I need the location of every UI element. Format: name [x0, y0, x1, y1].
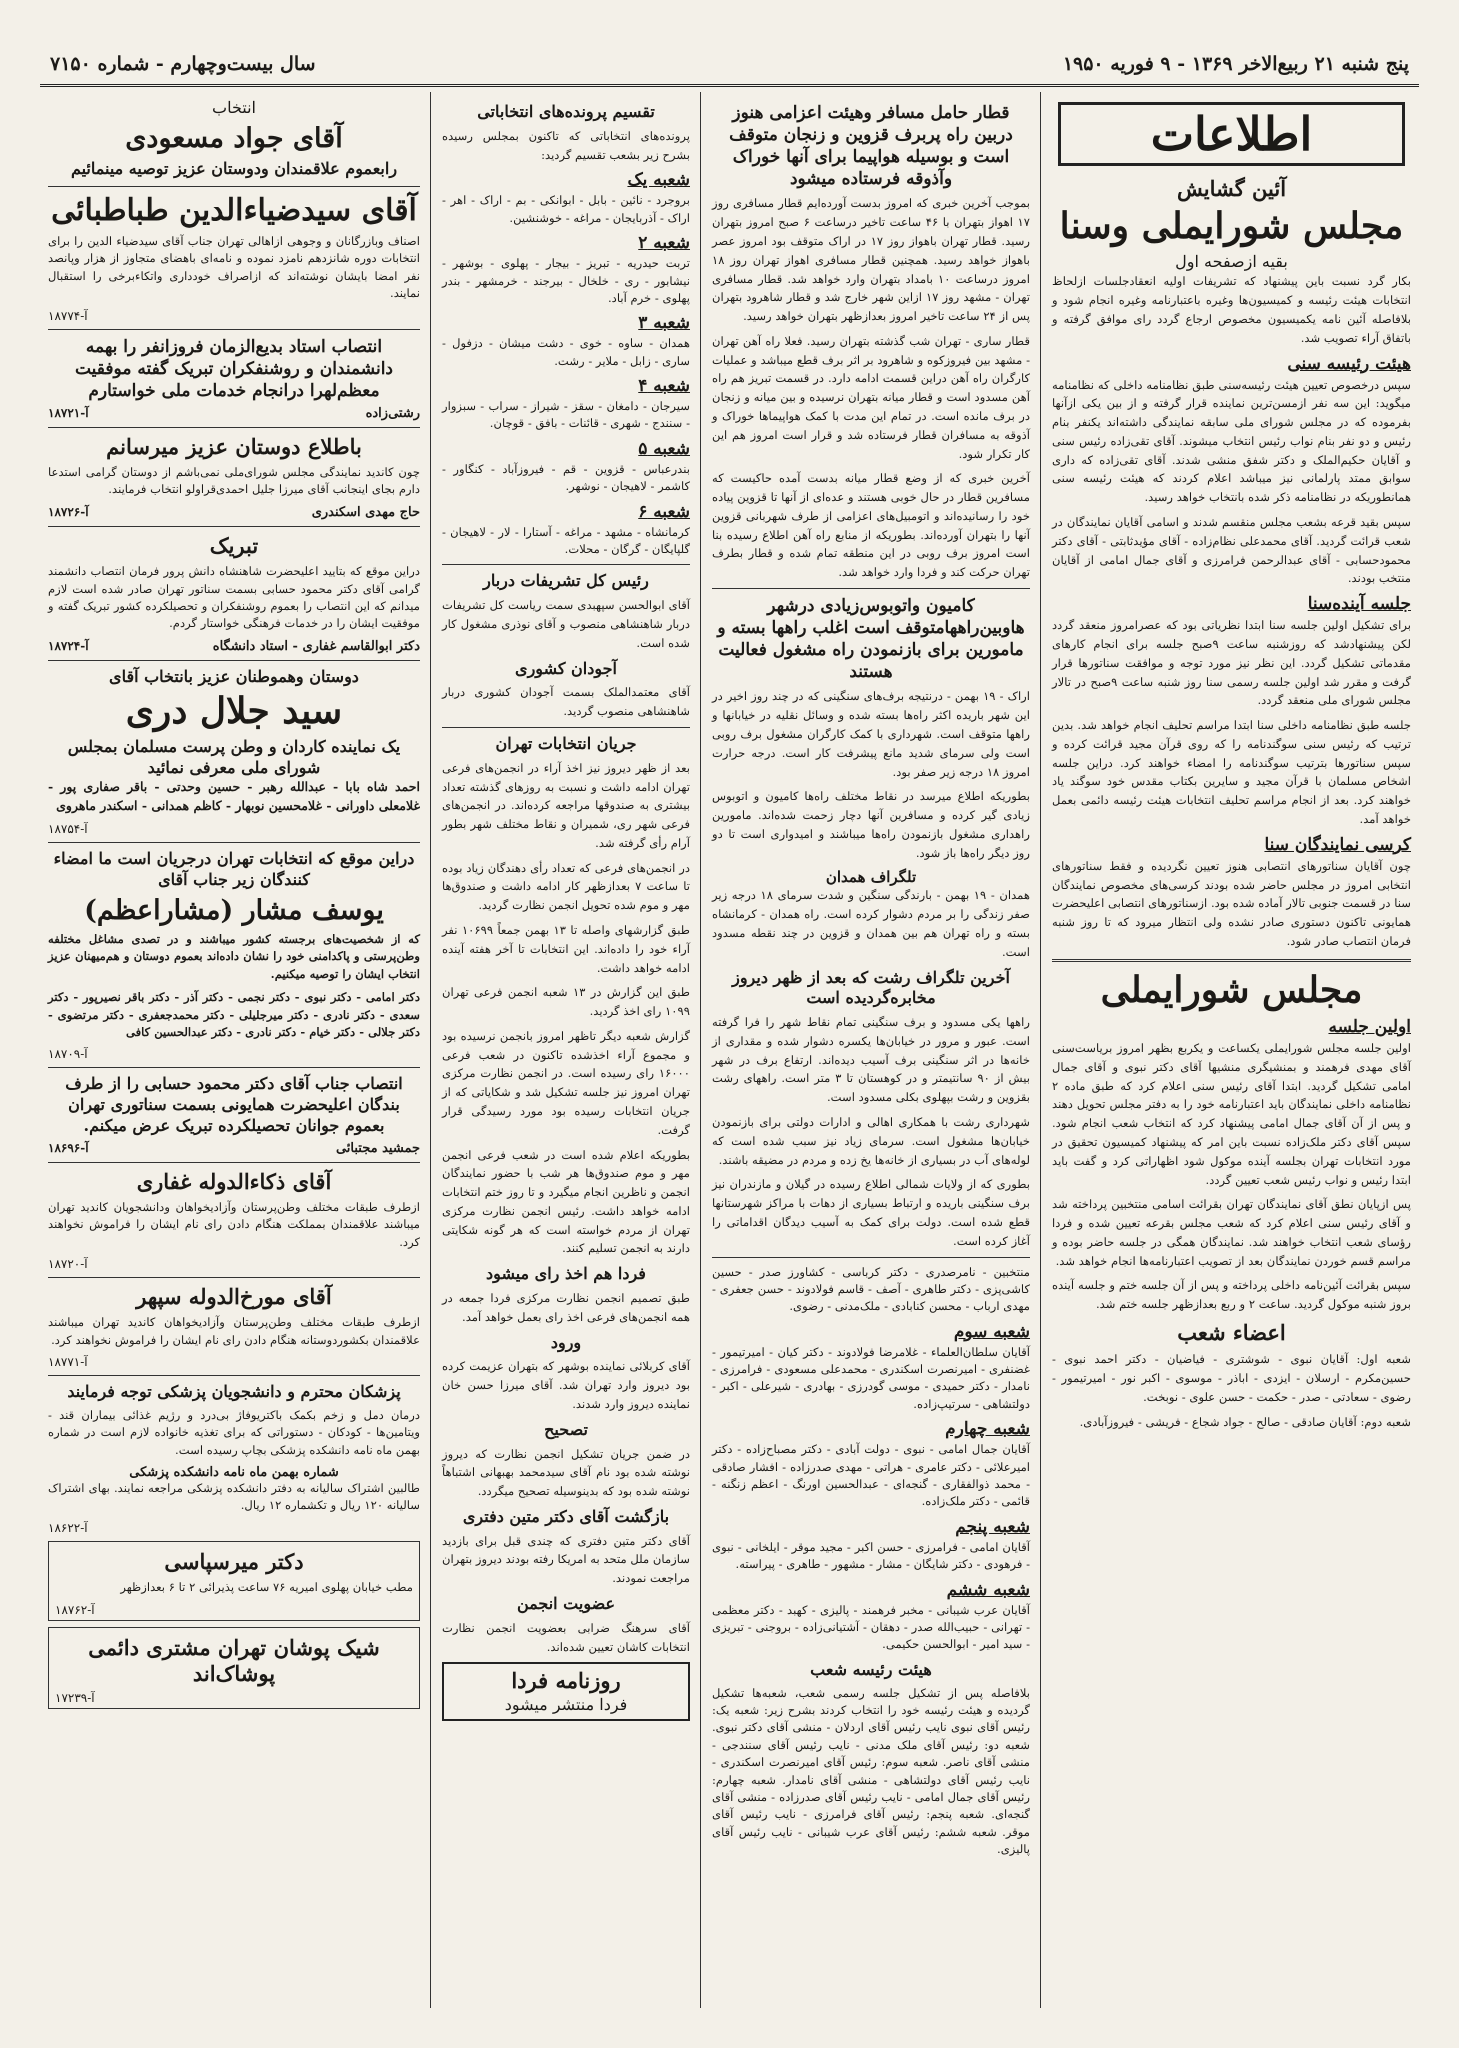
- header-date: پنج شنبه ۲۱ ربیع‌الاخر ۱۳۶۹ - ۹ فوریه ۱۹۵۰: [1062, 53, 1409, 75]
- ad-signatories: دکتر امامی - دکتر نبوی - دکتر نجمی - دکتر آذر - دکتر باقر نصیرپور - دکتر سعدی - دکتر نادری - دکتر میرجلیلی - دکتر محمدجعفری - دکتر مرتضوی - دکتر جلالی - دکتر خیام - دکتر نادری - دکتر عبدالحسین کافی: [48, 990, 420, 1039]
- ad-subline: شماره بهمن ماه نامه دانشکده پزشکی: [129, 1465, 339, 1481]
- column-3: [434, 92, 698, 2008]
- ad-kicker: دراین موقع که انتخابات تهران درجریان است ما امضاء کنندگان زیر جناب آقای: [53, 848, 415, 889]
- article-headline: تصحیح: [544, 1419, 588, 1439]
- ad-signature-row: [48, 505, 420, 520]
- article-paragraph: طبق این گزارش در ۱۳ شعبه انجمن فرعی تهران ۱۰۹۹ رای اخذ گردید.: [442, 985, 691, 1019]
- ad-body: دراین موقع که بتایید اعلیحضرت شاهنشاه دانش پرور فرمان انتصاب دانشمند گرامی آقای دکتر محمود حسابی بسمت سناتور تهران صادر شده است لازم میدانم که این انتصاب را بعموم روشنفکران و تحصیلکرده کشور تبریک گفته و موفقیت ایشان را در خدمات فرهنگی خواستار گردم.: [48, 564, 420, 631]
- ad-headline: انتصاب جناب آقای دکتر محمود حسابی را از طرف بندگان اعلیحضرت همایونی بسمت سناتوری تهران بعموم جوانان تحصیلکرده تبریک عرض میکنم.: [65, 1074, 403, 1135]
- member-list: آقایان امامی - فرامرزی - حسن اکبر - مجید موقر - ایلخانی - نبوی - فرهودی - دکتر شایگان - مشار - مشهور - طاهری - پیراسته.: [712, 1539, 1030, 1572]
- article-paragraph: چون آقایان سناتورهای انتصابی هنوز تعیین نگردیده و فقط سناتورهای انتخابی امروز در مجلس حاضر شده بودند کرسی‌های مخصوص نمایندگان سنا در قسمت جنوبی تالار آماده شده بود. ازسناتورهای انتصابی اعلیحضرت همایونی تاکنون دستوری صادر نشده ولی انتظار میرود که تا روز شنبه فرمان انتصاب صادر شود.: [1052, 858, 1411, 948]
- article-headline: تقسیم پرونده‌های انتخاباتی: [477, 102, 655, 121]
- divider: [48, 1067, 420, 1068]
- article-paragraph: آقای ابوالحسن سپهبدی سمت ریاست کل تشریفات دربار شاهنشاهی منصوب و آقای نوذری مشغول کار شده است.: [442, 598, 690, 650]
- ad-signature: دکتر ابوالقاسم غفاری - استاد دانشگاه: [212, 638, 420, 654]
- divider: [48, 526, 420, 527]
- article-paragraph: جلسه طبق نظامنامه داخلی سنا ابتدا مراسم تحلیف انجام خواهد شد. بدین ترتیب که رئیس سنی سوگندنامه را که روی قرآن مجید قرائت کرده و سپس سناتورها بترتیب سوگندنامه را امضاء خواهند کرد. دراین جلسه اشخاص مسلمان با قرآن مجید و سایرین بکتاب مقدس خود سوگند یاد خواهند کرد. بعد از انجام مراسم تحلیف انتخابات هیئت رئیسه دائمی بعمل خواهد آمد.: [1052, 718, 1411, 826]
- ad-subline: یک نماینده کاردان و وطن پرست مسلمان بمجلس شورای ملی معرفی نمائید: [67, 736, 401, 777]
- article-paragraph: قطار ساری - تهران شب گذشته بتهران رسید. فعلا راه آهن تهران - مشهد بین فیروزکوه و شاهرود بر اثر برف قطع میباشد و عملیات کارگران راه آهن دراین قسمت ادامه دارد. در قسمت تبریز هم راه آهن مسدود است و قطار میانه بتهران نرسیده و بین میانه و زنجان در برف مانده است. در تمام این مدت با کمک هواپیماها خوراک و آذوقه به مسافران قطار فرستاده شد و قرار است امروز هم این کار تکرار شود.: [712, 333, 1030, 461]
- divider: [712, 588, 1030, 589]
- ad-headline: آقای جواد مسعودی: [125, 122, 343, 154]
- column-rule: [430, 92, 431, 2008]
- ad-signature-row: [48, 1141, 420, 1156]
- article-paragraph: بلافاصله پس از تشکیل جلسه رسمی شعب، شعبه‌ها تشکیل گردیده و هیئت رئیسه خود را انتخاب کردند بشرح زیر: شعبه یک: رئیس آقای نبوی نایب رئیس آقای اردلان - منشی آقای دکتر نبوی. شعبه دو: رئیس آقای ملک مدنی - نایب رئیس آقای سنندجی - منشی آقای ناصر. شعبه سوم: رئیس آقای امیرنصرت اسکندری - نایب رئیس آقای دولتشاهی - منشی آقای نامدار. شعبه چهارم: رئیس آقای جمال امامی - نایب رئیس آقای صدرزاده - منشی آقای گنجه‌ای. شعبه پنجم: رئیس آقای فرامرزی - نایب رئیس آقای موقر. شعبه ششم: رئیس آقای عرب شیبانی - نایب رئیس آقای پالیزی.: [712, 1685, 1030, 1857]
- article-paragraph: سپس درخصوص تعیین هیئت رئیسه‌سنی طبق نظامنامه داخلی که نظامنامه میگوید: این سه نفر ازمسن‌ترین نماینده قرار گرفته و از بین یکی ازآنها بفرموده که در مجلس شورای ملی سابقه نمایندگی داشته‌اند یکنفر بنام رئیس و دو نفر بنام نواب رئیس انتخاب میشوند. آقای تقی‌زاده رئیس سنی و آقایان حکیم‌الملک و دکتر شفق منشی شدند. آقای تقی‌زاده که داری سوابق ممتد پارلمانی نیز میباشد اعلام کردند که هیئت رئیسه سنی همانطوریکه در نظامنامه ذکر شده بانتخاب خواهد رسید.: [1052, 377, 1411, 505]
- ad-number: ۱۷۲۳۹-آ: [55, 1691, 95, 1706]
- ad-number: ۱۸۷۵۴-آ: [48, 821, 88, 836]
- ad-subline: رابعموم علاقمندان ودوستان عزیز توصیه مینمائیم: [70, 159, 398, 179]
- group-label: شعبه ۶: [638, 501, 690, 522]
- article-paragraph: بموجب آخرین خبری که امروز بدست آورده‌ایم قطار مسافری روز ۱۷ اهواز بتهران با ۴۶ ساعت تاخیر درساعت ۶ صبح امروز بتهران رسید. قطار تهران باهواز روز ۱۷ در اراک متوقف بود امروز عصر باهواز خواهد رسید. همچنین قطار مسافری اهواز تهران روز ۱۸ امروز درساعت ۱۰ بامداد بتهران وارد خواهد شد. قطار مسافری تهران - مشهد روز ۱۷ ازاین شهر خارج شد و قطار شاهرود بتهران پس از ۲۴ ساعت تاخیر امروز بعدازظهر بتهران خواهد رسید.: [712, 196, 1031, 324]
- divider: [48, 1277, 420, 1278]
- article-paragraph: شهرداری رشت با همکاری اهالی و ادارات دولتی برای بازنمودن خیابان‌ها مشغول است. سرمای زیاد نیز سبب شده است که لوله‌های آب در بسیاری از خانه‌ها یخ زده و مردم در مضیقه باشند.: [712, 1115, 1030, 1167]
- article-headline: مجلس شورایملی وسنا: [1059, 205, 1404, 248]
- ad-body: چون کاندید نمایندگی مجلس شورای‌ملی نمی‌باشم از دوستان گرامی استدعا دارم بجای اینجانب آقای میرزا جلیل احمدی‌قراولو انتخاب فرمایند.: [48, 465, 420, 497]
- ad-headline: سید جلال دری: [125, 690, 343, 733]
- section-heading: هیئت رئیسه شعب: [810, 1659, 932, 1679]
- column-rule: [700, 92, 701, 2008]
- ad-headline: باطلاع دوستان عزیز میرسانم: [106, 433, 362, 459]
- article-paragraph: بکار گرد نسبت باین پیشنهاد که تشریفات اولیه انعقادجلسات ازلحاظ انتخابات هیئت رئیسه و کمیسیون‌ها وغیره باعتبارنامه وغیره انجام شود و بلافاصله آئین نامه یکمیسیون مخصوص ارجاع گردد رای موافق گرفته و باتفاق آراء تصویب شد.: [1052, 274, 1411, 345]
- group-label: شعبه چهارم: [945, 1419, 1030, 1440]
- ad-headline: یوسف مشار (مشاراعظم): [84, 894, 384, 926]
- article-headline: فردا هم اخذ رای میشود: [486, 1264, 646, 1284]
- divider: [442, 564, 690, 565]
- ad-headline: پزشکان محترم و دانشجویان پزشکی توجه فرمایند: [67, 1382, 401, 1402]
- divider: [48, 427, 420, 428]
- article-paragraph: آقای معتمدالملک بسمت آجودان کشوری دربار شاهنشاهی منصوب گردید.: [442, 685, 690, 719]
- ad-number: ۱۸۷۰۹-آ: [48, 1047, 88, 1062]
- article-paragraph: در ضمن جریان تشکیل انجمن نظارت که دیروز نوشته شده بود نام آقای سیدمحمد بهبهانی اشتباهاً نوشته شده بود که بدینوسیله تصحیح میگردد.: [442, 1446, 690, 1499]
- ad-number: ۱۸۷۲۶-آ: [48, 504, 89, 519]
- member-list: آقایان عرب شیبانی - مخبر فرهمند - پالیزی - کهبد - دکتر معظمی - تهرانی - حبیب‌الله صدر - دهقان - آشتیانی‌زاده - بروجنی - تبریزی - سید امیر - ابوالحسن حکیمی.: [712, 1602, 1030, 1652]
- section-subhead: کرسی نمایندگان سنا: [1264, 834, 1411, 855]
- article-paragraph: برای تشکیل اولین جلسه سنا ابتدا نظریاتی بود که عصرامروز منعقد گردد لکن پیشنهادشد که روزشنبه ساعت ۹صبح جلسه برای انجام کارهای مقدماتی تشکیل گردد. این نظر نیز مورد توجه و موافقت سناتورها قرار گرفت و مقرر شد اولین جلسه رسمی سنا روز شنبه ساعت ۹صبح در تالار مجلس شورای ملی منعقد گردد.: [1052, 618, 1411, 708]
- member-list: آقایان جمال امامی - نبوی - دولت آبادی - دکتر مصباح‌زاده - دکتر امیرعلائی - دکتر عامری - هراتی - مهدی صدرزاده - افشار صادقی - محمد ذوالفقاری - گنجه‌ای - عبدالحسین اورنگ - اعظم زنگنه - قائمی - دکتر ملک‌زاده.: [712, 1442, 1030, 1509]
- ad-signature-row: [48, 639, 420, 654]
- ad-box: [48, 1627, 420, 1710]
- ad-signature: رشتی‌زاده: [365, 405, 420, 421]
- article-paragraph: بطوریکه اطلاع میرسد در نقاط مختلف راه‌ها کامیون و اتوبوس زیادی گیر کرده و مسافرین آنها دچار زحمت شده‌اند. مامورین راهداری مشغول بازنمودن راه‌ها میباشند و امیدواری است تا دو روز دیگر راه‌ها باز شود.: [712, 789, 1030, 860]
- ad-number: ۱۸۷۲۰-آ: [48, 1257, 88, 1272]
- group-label: شعبه ششم: [946, 1579, 1030, 1600]
- divider: [442, 727, 690, 728]
- article-paragraph: راهها یکی مسدود و برف سنگینی تمام نقاط شهر را فرا گرفته است. عبور و مرور در خیابان‌ها یکسره دشوار شده و مقداری از خانه‌ها در اثر سنگینی برف آسیب دیده‌اند. ارتفاع برف در شهر بیش از ۹۰ سانتیمتر و در کوهستان تا ۳ متر است. راههای رشت بقزوین و رشت بپهلوی بکلی مسدود است.: [712, 1015, 1030, 1105]
- ad-body: مطب خیابان پهلوی امیریه ۷۶ ساعت پذیرائی ۲ تا ۶ بعدازظهر: [120, 1580, 413, 1595]
- article-headline: عضویت انجمن: [516, 1594, 616, 1614]
- article-paragraph: آخرین خبری که از وضع قطار میانه بدست آمده حاکیست که مسافرین قطار در حال خوبی هستند و عده‌ای از آنها تا قزوین پیاده خود را رسانیده‌اند و اتومبیل‌های اعزامی از طرف شهربانی قزوین آنها را بتهران آورده‌اند. بطوریکه از منابع راه آهن اطلاع رسیده بنا است امروز برف روبی در این منطقه تمام شده و قطار بطرف تهران حرکت کند و فردا وارد خواهد شد.: [712, 471, 1030, 580]
- district-list: همدان - ساوه - خوی - دشت میشان - دزفول - ساری - زابل - ملایر - رشت.: [442, 336, 690, 368]
- article-paragraph: آقای دکتر متین دفتری که چندی قبل برای بازدید سازمان ملل متحد به امریکا رفته بودند دیروز بتهران مراجعت نمودند.: [442, 1533, 690, 1586]
- article-headline: کامیون واتوبوس‌زیادی درشهر هاوبین‌راههامتوقف است اغلب راهها بسته و مامورین برای بازنمودن راه مشغول فعالیت هستند: [717, 596, 1025, 683]
- header-year-issue: سال بیست‌وچهارم - شماره ۷۱۵۰: [50, 53, 316, 75]
- divider: [48, 1162, 420, 1163]
- article-paragraph: پرونده‌های انتخاباتی که تاکنون بمجلس رسیده بشرح زیر بشعب تقسیم گردید:: [442, 128, 690, 162]
- divider: [48, 1375, 420, 1376]
- group-label: شعبه ۳: [638, 313, 690, 334]
- ad-body: درمان دمل و زخم بکمک باکتریوفاژ بی‌درد و رژیم غذائی بیماران قند - ویتامین‌ها - کودکان - دستوراتی که برای تغذیه خانواده لازم است در شماره بهمن ماه نامه دانشکده پزشکی بچاپ رسیده است.: [48, 1407, 420, 1457]
- ad-number: ۱۸۷۲۱-آ: [48, 405, 89, 420]
- article-headline: قطار حامل مسافر وهیئت اعزامی هنوز دربین راه پربرف قزوین و زنجان متوقف است و بوسیله هواپیما برای آنها خوراک وآذوقه فرستاده میشود: [729, 103, 1013, 190]
- column-4-ads: [40, 92, 428, 2008]
- divider: [48, 842, 420, 843]
- article-paragraph: بطوری که از ولایات شمالی اطلاع رسیده در گیلان و مازندران نیز برف سنگینی باریده و ارتباط بسیاری از دهات با مراکز شهرستانها قطع شده است. دولت برای کمک به آسیب دیدگان اقداماتی را آغاز کرده است.: [712, 1177, 1030, 1248]
- ad-body: ازطرف طبقات مختلف وطن‌پرستان وآزادیخواهان کاندید تهران میباشند علاقمندان بکشوردوستانه هنگام دادن رای نام ایشان را فراموش نخواهند کرد.: [48, 1315, 420, 1347]
- ad-signatories: احمد شاه بابا - عبدالله رهبر - حسین وحدتی - باقر صفاری پور - غلامعلی داورانی - غلامحسین نوبهار - کاظم همدانی - اسکندر ماهروی: [48, 779, 420, 814]
- group-label: شعبه ۲: [638, 233, 690, 254]
- district-list: سیرجان - دامغان - سقز - شیراز - سراب - سبزوار - سنندج - شهری - قائنات - بافق - قوچان.: [442, 399, 690, 431]
- promo-title: روزنامه فردا: [511, 1668, 621, 1694]
- article-paragraph: سپس بقرائت آئین‌نامه داخلی پرداخته و پس از آن جلسه ختم و جلسه آینده بروز شنبه موکول گردید. ساعت ۲ و ربع بعدازظهر جلسه ختم شد.: [1052, 1278, 1411, 1312]
- ad-headline: آقای سیدضیاءالدین طباطبائی: [51, 192, 417, 228]
- article-paragraph: سپس بقید قرعه بشعب مجلس منقسم شدند و اسامی آقایان نمایندگان در شعب قرائت گردید. آقای محمدعلی نظام‌زاده - آقای مؤیدثابتی - آقای دکتر محمودحسابی - آقای عبدالرحمن فرامرزی و آقای جمال امامی از آقایان منتخب بودند.: [1052, 515, 1411, 586]
- divider: [48, 329, 420, 330]
- group-label: شعبه پنجم: [955, 1516, 1030, 1537]
- article-headline: بازگشت آقای دکتر متین دفتری: [462, 1506, 670, 1526]
- article-paragraph: گزارش شعبه دیگر تاظهر امروز بانجمن نرسیده بود و مجموع آراء اخذشده تاکنون در شعب فرعی ۱۶۰۰۰ رای رسیده است. در انجمن نظارت مرکزی تهران امروز نیز جلسه تشکیل شد و شکایاتی که از جریان انتخابات رسیده بود مورد رسیدگی قرار گرفت.: [442, 1028, 690, 1137]
- ad-headline: دکتر میرسپاسی: [164, 1548, 304, 1574]
- ad-number: ۱۸۶۹۶-آ: [48, 1140, 89, 1155]
- divider: [48, 660, 420, 661]
- article-paragraph: پس ازپایان نطق آقای نمایندگان تهران بقرائت اسامی منتخبین پرداخته شد و آقای رئیس سنی اعلام کرد که شعب مجلس بقرعه تعیین شده و فردا رؤسای شعب انتخاب خواهند شد. نمایندگان همگی در جلسه حاضر بوده و مراسم قسم خوردن نمایندگان بعد از تصویب اعتبارنامه‌ها انجام خواهد شد.: [1052, 1197, 1411, 1268]
- article-paragraph: آقای سرهنگ ضرابی بعضویت انجمن نظارت انتخابات کاشان تعیین شده‌اند.: [442, 1620, 690, 1654]
- ad-signature-row: [48, 406, 420, 421]
- article-headline: رئیس کل تشریفات دربار: [483, 571, 649, 591]
- column-2: [704, 92, 1038, 2008]
- section-subhead: اولین جلسه: [1328, 1017, 1411, 1038]
- ad-number: ۱۸۷۶۲-آ: [55, 1602, 95, 1617]
- section-heading: اعضاء شعب: [1177, 1319, 1286, 1345]
- group-label: شعبه یک: [627, 170, 690, 191]
- ad-kicker: دوستان وهموطنان عزیز بانتخاب آقای: [109, 666, 359, 686]
- ad-headline: انتصاب استاد بدیع‌الزمان فروزانفر را بهمه دانشمندان و روشنفکران تبریک گفته موفقیت معظم‌لهرا درانجام خدمات ملی خواستارم: [74, 336, 393, 401]
- article-kicker: آئین گشایش: [1176, 176, 1287, 201]
- article-headline: ورود: [550, 1332, 582, 1352]
- section-subhead: جلسه آینده‌سنا: [1307, 594, 1411, 615]
- member-list: آقایان سلطان‌العلماء - غلامرضا فولادوند - دکتر کیان - امیرتیمور - غضنفری - امیرنصرت اسکندری - محمدعلی مسعودی - فرامرزی - نامدار - دکتر حمیدی - موسی گودرزی - بهادری - شیرعلی - اکبر - دولتشاهی - سرتیپ‌زاده.: [712, 1344, 1030, 1411]
- ad-headline: آقای ذکاءالدوله غفاری: [136, 1168, 332, 1194]
- ad-headline: شیک پوشان تهران مشتری دائمی پوشاک‌اند: [88, 1634, 380, 1686]
- ad-kicker: انتخاب: [212, 98, 256, 117]
- divider: [1052, 959, 1411, 962]
- column-1: [1044, 92, 1419, 2008]
- page-header: [40, 44, 1419, 87]
- ad-body: ازطرف طبقات مختلف وطن‌پرستان وآزادیخواهان ودانشجویان کاندید تهران میباشند علاقمندان بمملکت هنگام دادن رای نام ایشان را فراموش نخواهند کرد.: [48, 1199, 420, 1249]
- article-paragraph: شعبه اول: آقایان نبوی - شوشتری - فیاضیان - دکتر احمد نبوی - حسین‌مکرم - ارسلان - ایزدی - اباذر - موسوی - اکبر نور - امیرتیمور - رضوی - سعادتی - صدر - حکمت - حسن علوی - نوبخت.: [1052, 1352, 1411, 1404]
- ad-body: اصناف وبازرگانان و وجوهی ازاهالی تهران جناب آقای سیدضیاء الدین را برای انتخابات دوره شانزدهم نامزد نموده و نامه‌ای باهضای متجاوز از هزار وپانصد نفر امضا بایشان نوشته‌اند که ازاصراف خودداری واتکاءبرخی را استقبال نمایند.: [48, 233, 420, 301]
- article-headline: آخرین تلگراف رشت که بعد از ظهر دیروز مخابره‌گردیده است: [732, 967, 1010, 1008]
- ad-box: [48, 1541, 420, 1621]
- article-continued-note: بقیه ازصفحه اول: [1175, 251, 1288, 271]
- group-label: شعبه سوم: [953, 1321, 1030, 1342]
- article-paragraph: بعد از ظهر دیروز نیز اخذ آراء در انجمن‌های فرعی تهران ادامه داشت و نسبت به روزهای گذشته تعداد بیشتری به صندوقها مراجعه کرده‌اند. در انجمن‌های فرعی شهر ری، شمیران و نقاط مختلف شهر بطور آرام رأی گرفته شد.: [442, 760, 690, 850]
- masthead-logo: اطلاعات: [1058, 102, 1405, 166]
- ad-number: ۱۸۶۲۲-آ: [48, 1520, 88, 1535]
- district-list: تربت حیدریه - تبریز - بیجار - پهلوی - بوشهر - نیشابور - ری - خلخال - بیرجند - خرمشهر - بندر پهلوی - خرم آباد.: [442, 256, 690, 305]
- article-headline: جریان انتخابات تهران: [495, 733, 637, 753]
- ad-body: که از شخصیت‌های برجسته کشور میباشند و در تصدی مشاغل مختلفه وطن‌پرستی و پاکدامنی خود را نشان داده‌اند بعموم دوستان و هم‌میهنان عزیز انتخاب ایشان را توصیه میکنیم.: [48, 931, 420, 981]
- divider: [712, 1257, 1030, 1258]
- column-rule: [1040, 92, 1041, 2008]
- ad-number: ۱۸۷۲۴-آ: [48, 638, 89, 653]
- ad-number: ۱۸۷۷۴-آ: [48, 308, 88, 323]
- article-headline: آجودان کشوری: [515, 658, 617, 678]
- article-paragraph: در انجمن‌های فرعی که تعداد رأی دهندگان زیاد بوده تا ساعت ۷ بعدازظهر کار ادامه داشت و صندوق‌ها مهر و موم شده تحویل انجمن نظارت گردید.: [442, 860, 690, 913]
- ad-number: ۱۸۷۷۱-آ: [48, 1355, 88, 1370]
- district-list: کرمانشاه - مشهد - مراغه - آستارا - لار - لاهیجان - گلپایگان - گرگان - محلات.: [442, 524, 690, 557]
- ad-body: طالبین اشتراک سالیانه به دفتر دانشکده پزشکی مراجعه نمایند. بهای اشتراک سالیانه ۱۲۰ ریال و تکشماره ۱۲ ریال.: [48, 1481, 420, 1513]
- article-paragraph: همدان - ۱۹ بهمن - بارندگی سنگین و شدت سرمای ۱۸ درجه زیر صفر زندگی را بر مردم دشوار کرده است. راه همدان - کرمانشاه بسته و راه تهران هم بین همدان و قزوین در چند نقطه مسدود است.: [712, 888, 1030, 959]
- section-subhead: تلگراف همدان: [825, 868, 917, 887]
- ad-signature: جمشید مجتبائی: [335, 1140, 420, 1156]
- article-paragraph: بطوریکه اعلام شده است در شعب فرعی انجمن مهر و موم صندوق‌ها هر شب با حضور نمایندگان انجمن و ناظرین انجام میگیرد و تا روز ختم انتخابات ادامه خواهد داشت. رئیس انجمن نظارت مرکزی تهران از مردم خواسته است که هر گونه شکایتی دارند به انجمن تسلیم کنند.: [442, 1147, 690, 1256]
- article-paragraph: طبق تصمیم انجمن نظارت مرکزی فردا جمعه در همه انجمن‌های فرعی اخذ رای بعمل خواهد آمد.: [442, 1291, 690, 1324]
- section-subhead: هیئت رئیسه سنی: [1287, 353, 1411, 374]
- promo-box: [442, 1662, 690, 1721]
- district-list: بروجرد - نائین - بابل - ابوانکی - بم - اراک - اهر - اراک - آذربایجان - مراغه - خوشنشین.: [442, 193, 690, 225]
- ad-headline: آقای مورخ‌الدوله سپهر: [136, 1284, 332, 1310]
- member-list: منتخبین - نامرصدری - دکتر کرباسی - کشاورز صدر - حسین کاشی‌پزی - دکتر طاهری - آصف - قاسم فولادوند - حسن جعفری - مهدی ارباب - محسن کنابادی - ملک‌مدنی - رضوی.: [712, 1264, 1030, 1314]
- article-paragraph: اراک - ۱۹ بهمن - درنتیجه برف‌های سنگینی که در چند روز اخیر در این شهر باریده اکثر راه‌ها بسته شده و وسائل نقلیه در خیابانها و راهها متوقف است. شهرداری با کمک کارگران مشغول برف روبی است ولی سرمای شدید مانع پیشرفت کار است. درجه حرارت امروز ۱۸ درجه زیر صفر بود.: [712, 689, 1030, 779]
- ad-headline: تبریک: [209, 532, 259, 558]
- article-paragraph: شعبه دوم: آقایان صادقی - صالح - جواد شجاع - فریشی - فیروزآبادی.: [1079, 1414, 1411, 1429]
- promo-subtitle: فردا منتشر میشود: [504, 1694, 628, 1714]
- article-headline: مجلس شورایملی: [1100, 968, 1363, 1011]
- article-paragraph: اولین جلسه مجلس شورایملی یکساعت و یکربع بظهر امروز بریاست‌سنی آقای مهدی فرهمند و بمنشیگری منشیها آقای دکتر نبوی و آقای جمال امامی تشکیل گردید. ابتدا آقای رئیس سنی اعلام کرد که طبق ماده ۲ نظامنامه داخلی نمایندگان باید اعتبارنامه خود را به دفتر مجلس تحویل دهند و پس از آن آقای جمال امامی پیشنهاد کرد که انتخاب شعب انجام شود. سپس آقای دکتر ملک‌زاده نسبت باین امر که پیشنهاد کمیسیون تحقیق در مورد انتخابات تهران بجلسه آینده موکول شود اظهاراتی کرد و گفت باید ابتدا رئیس و نواب رئیس شعب تعیین گردد.: [1052, 1041, 1411, 1187]
- group-label: شعبه ۵: [638, 438, 690, 459]
- article-paragraph: آقای کربلائی نماینده بوشهر که بتهران عزیمت کرده بود دیروز وارد تهران شد. آقای میرزا حسن خان نماینده دیروز وارد شدند.: [442, 1359, 690, 1411]
- divider: [48, 186, 420, 187]
- article-paragraph: طبق گزارشهای واصله تا ۱۳ بهمن جمعاً ۱۰۶۹۹ نفر آراء خود را داده‌اند. این انتخابات تا آخر هفته آینده ادامه خواهد داشت.: [442, 922, 690, 975]
- ad-signature: حاج مهدی اسکندری: [311, 504, 420, 520]
- group-label: شعبه ۴: [638, 376, 690, 397]
- district-list: بندرعباس - قزوین - قم - فیروزآباد - کنگاور - کاشمر - لاهیجان - نوشهر.: [442, 461, 690, 494]
